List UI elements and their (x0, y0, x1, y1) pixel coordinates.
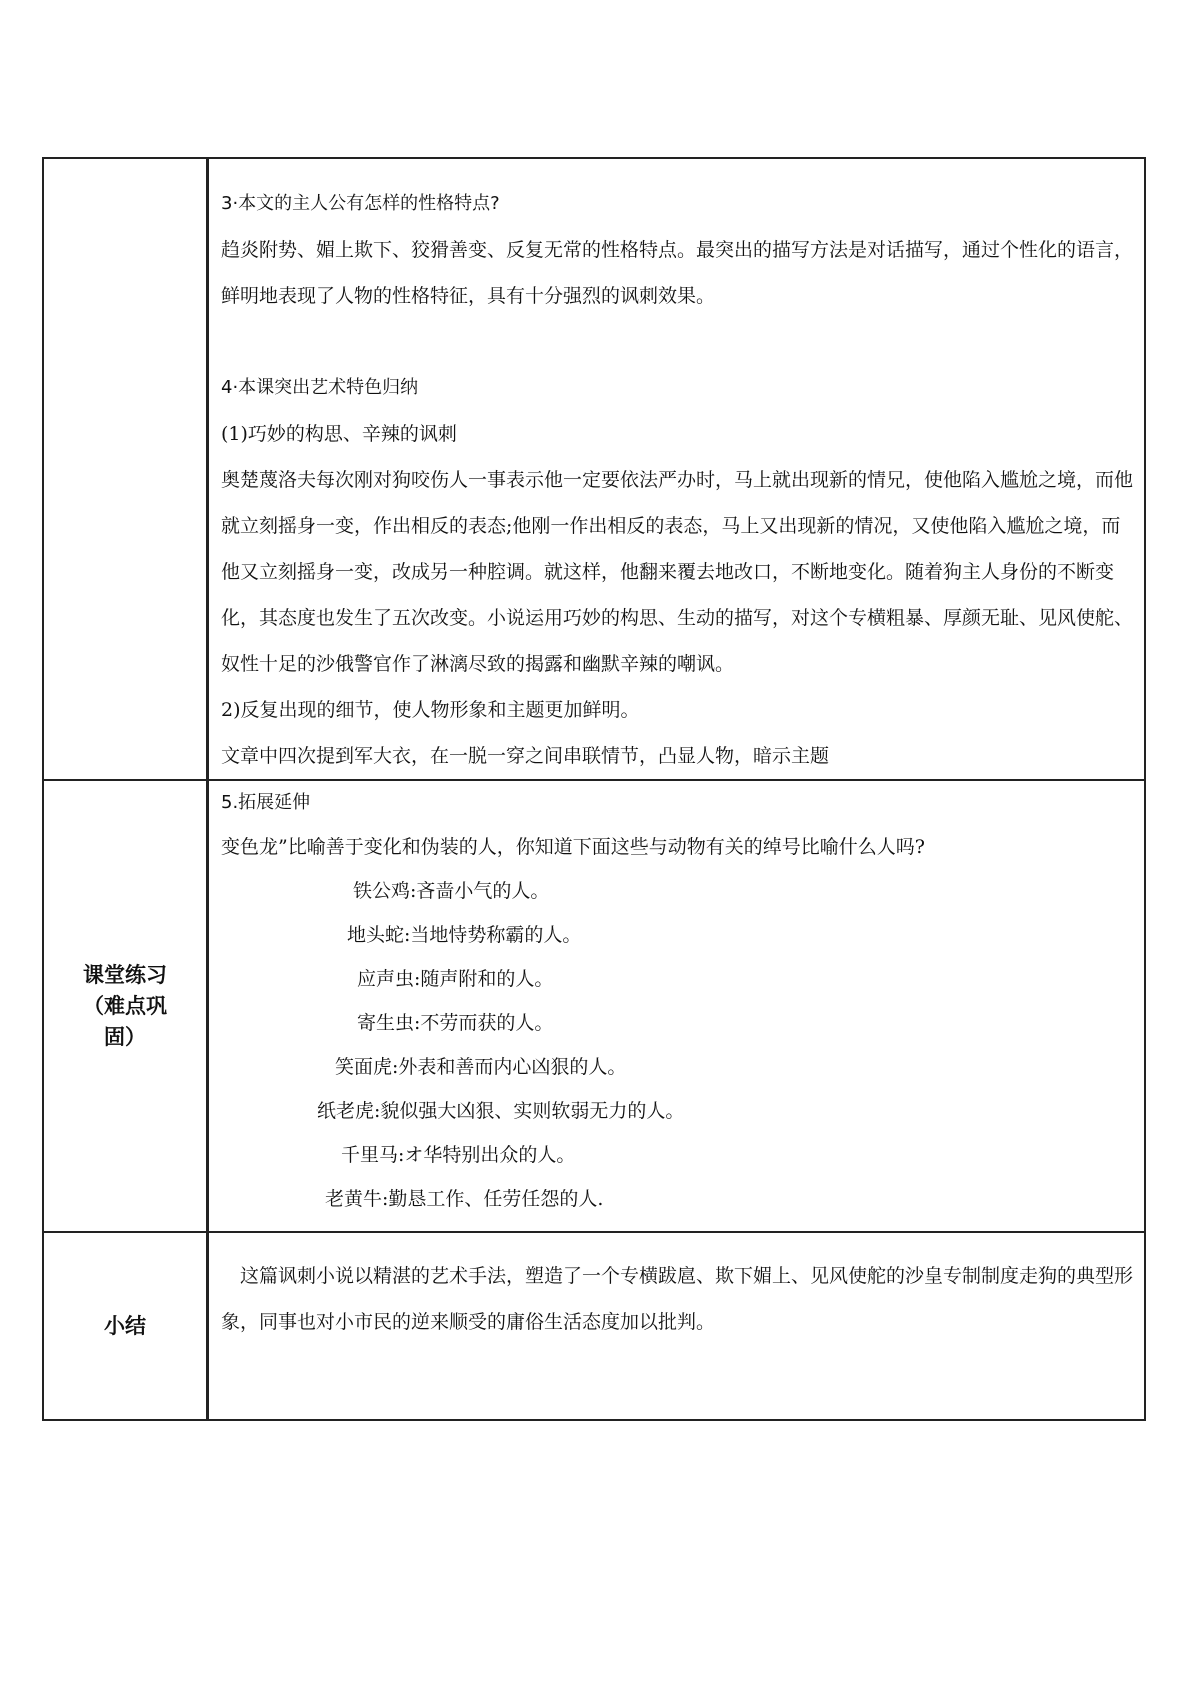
exercise-label-line-1: 课堂练习 (83, 962, 167, 987)
row-analysis (43, 158, 1145, 780)
nickname-item: 应声虫:随声附和的人。 (357, 968, 554, 990)
row-summary-content (208, 1232, 1146, 1420)
spacer (221, 319, 1134, 365)
question-3-title: 3·本文的主人公有怎样的性格特点? (221, 193, 500, 214)
question-4-subtitle-2: 2)反复出现的细节，使人物形象和主题更加鲜明。 (221, 699, 640, 721)
row-summary-label: 小结 (43, 1232, 208, 1420)
nickname-item: 寄生虫:不劳而获的人。 (357, 1012, 554, 1034)
nickname-item: 纸老虎:貌似强大凶狠、实则软弱无力的人。 (317, 1100, 685, 1122)
nickname-item: 老黄牛:勤恳工作、任劳任怨的人. (325, 1188, 604, 1210)
question-5-intro: 变色龙”比喻善于变化和伪装的人，你知道下面这些与动物有关的绰号比喻什么人吗? (221, 836, 925, 858)
row-analysis-content (208, 158, 1146, 780)
row-summary (43, 1232, 1145, 1420)
nickname-item: 千里马:オ华特别出众的人。 (341, 1144, 576, 1166)
question-3-answer: 趋炎附势、媚上欺下、狡猾善变、反复无常的性格特点。最突出的描写方法是对话描写，通过个性化的语言，鲜明地表现了人物的性格特征，具有十分强烈的讽刺效果。 (221, 239, 1134, 307)
row-exercise-label (43, 780, 208, 1232)
nickname-item: 笑面虎:外表和善而内心凶狠的人。 (335, 1056, 627, 1078)
question-5-title: 5.拓展延伸 (221, 792, 311, 813)
question-4-paragraph-1: 奥楚蔑洛夫每次刚对狗咬伤人一事表示他一定要依法严办时，马上就出现新的情兄，使他陷入尴尬之境，而他就立刻摇身一变，作出相反的表态;他刚一作出相反的表态，马上又出现新的情况，又使他陷入尴尬之境，而他又立刻摇身一变，改成另一种腔调。就这样，他翻来覆去地改口，不断地变化。随着狗主人身份的不断变化，其态度也发生了五次改变。小说运用巧妙的构思、生动的描写，对这个专横粗暴、厚颜无耻、见风使舵、奴性十足的沙俄警官作了淋漓尽致的揭露和幽默辛辣的嘲讽。 (221, 469, 1134, 675)
question-4-subtitle-1: (1)巧妙的构思、辛辣的讽刺 (221, 423, 457, 445)
lesson-plan-table (42, 157, 1146, 1421)
row-exercise-content (208, 780, 1146, 1232)
row-analysis-label (43, 158, 208, 780)
question-4-title: 4·本课突出艺术特色归纳 (221, 377, 419, 398)
exercise-label-line-3: 固） (104, 1024, 146, 1049)
nickname-item: 地头蛇:当地恃势称霸的人。 (347, 924, 582, 946)
question-4-paragraph-2: 文章中四次提到军大衣，在一脱一穿之间串联情节，凸显人物，暗示主题 (221, 745, 830, 767)
exercise-label-line-2: （难点巩 (83, 993, 167, 1018)
row-exercise (43, 780, 1145, 1232)
nickname-item: 铁公鸡:吝啬小气的人。 (353, 880, 550, 902)
summary-text: 这篇讽刺小说以精湛的艺术手法，塑造了一个专横跋扈、欺下媚上、见风使舵的沙皇专制制度走狗的典型形象，同事也对小市民的逆来顺受的庸俗生活态度加以批判。 (221, 1265, 1134, 1333)
